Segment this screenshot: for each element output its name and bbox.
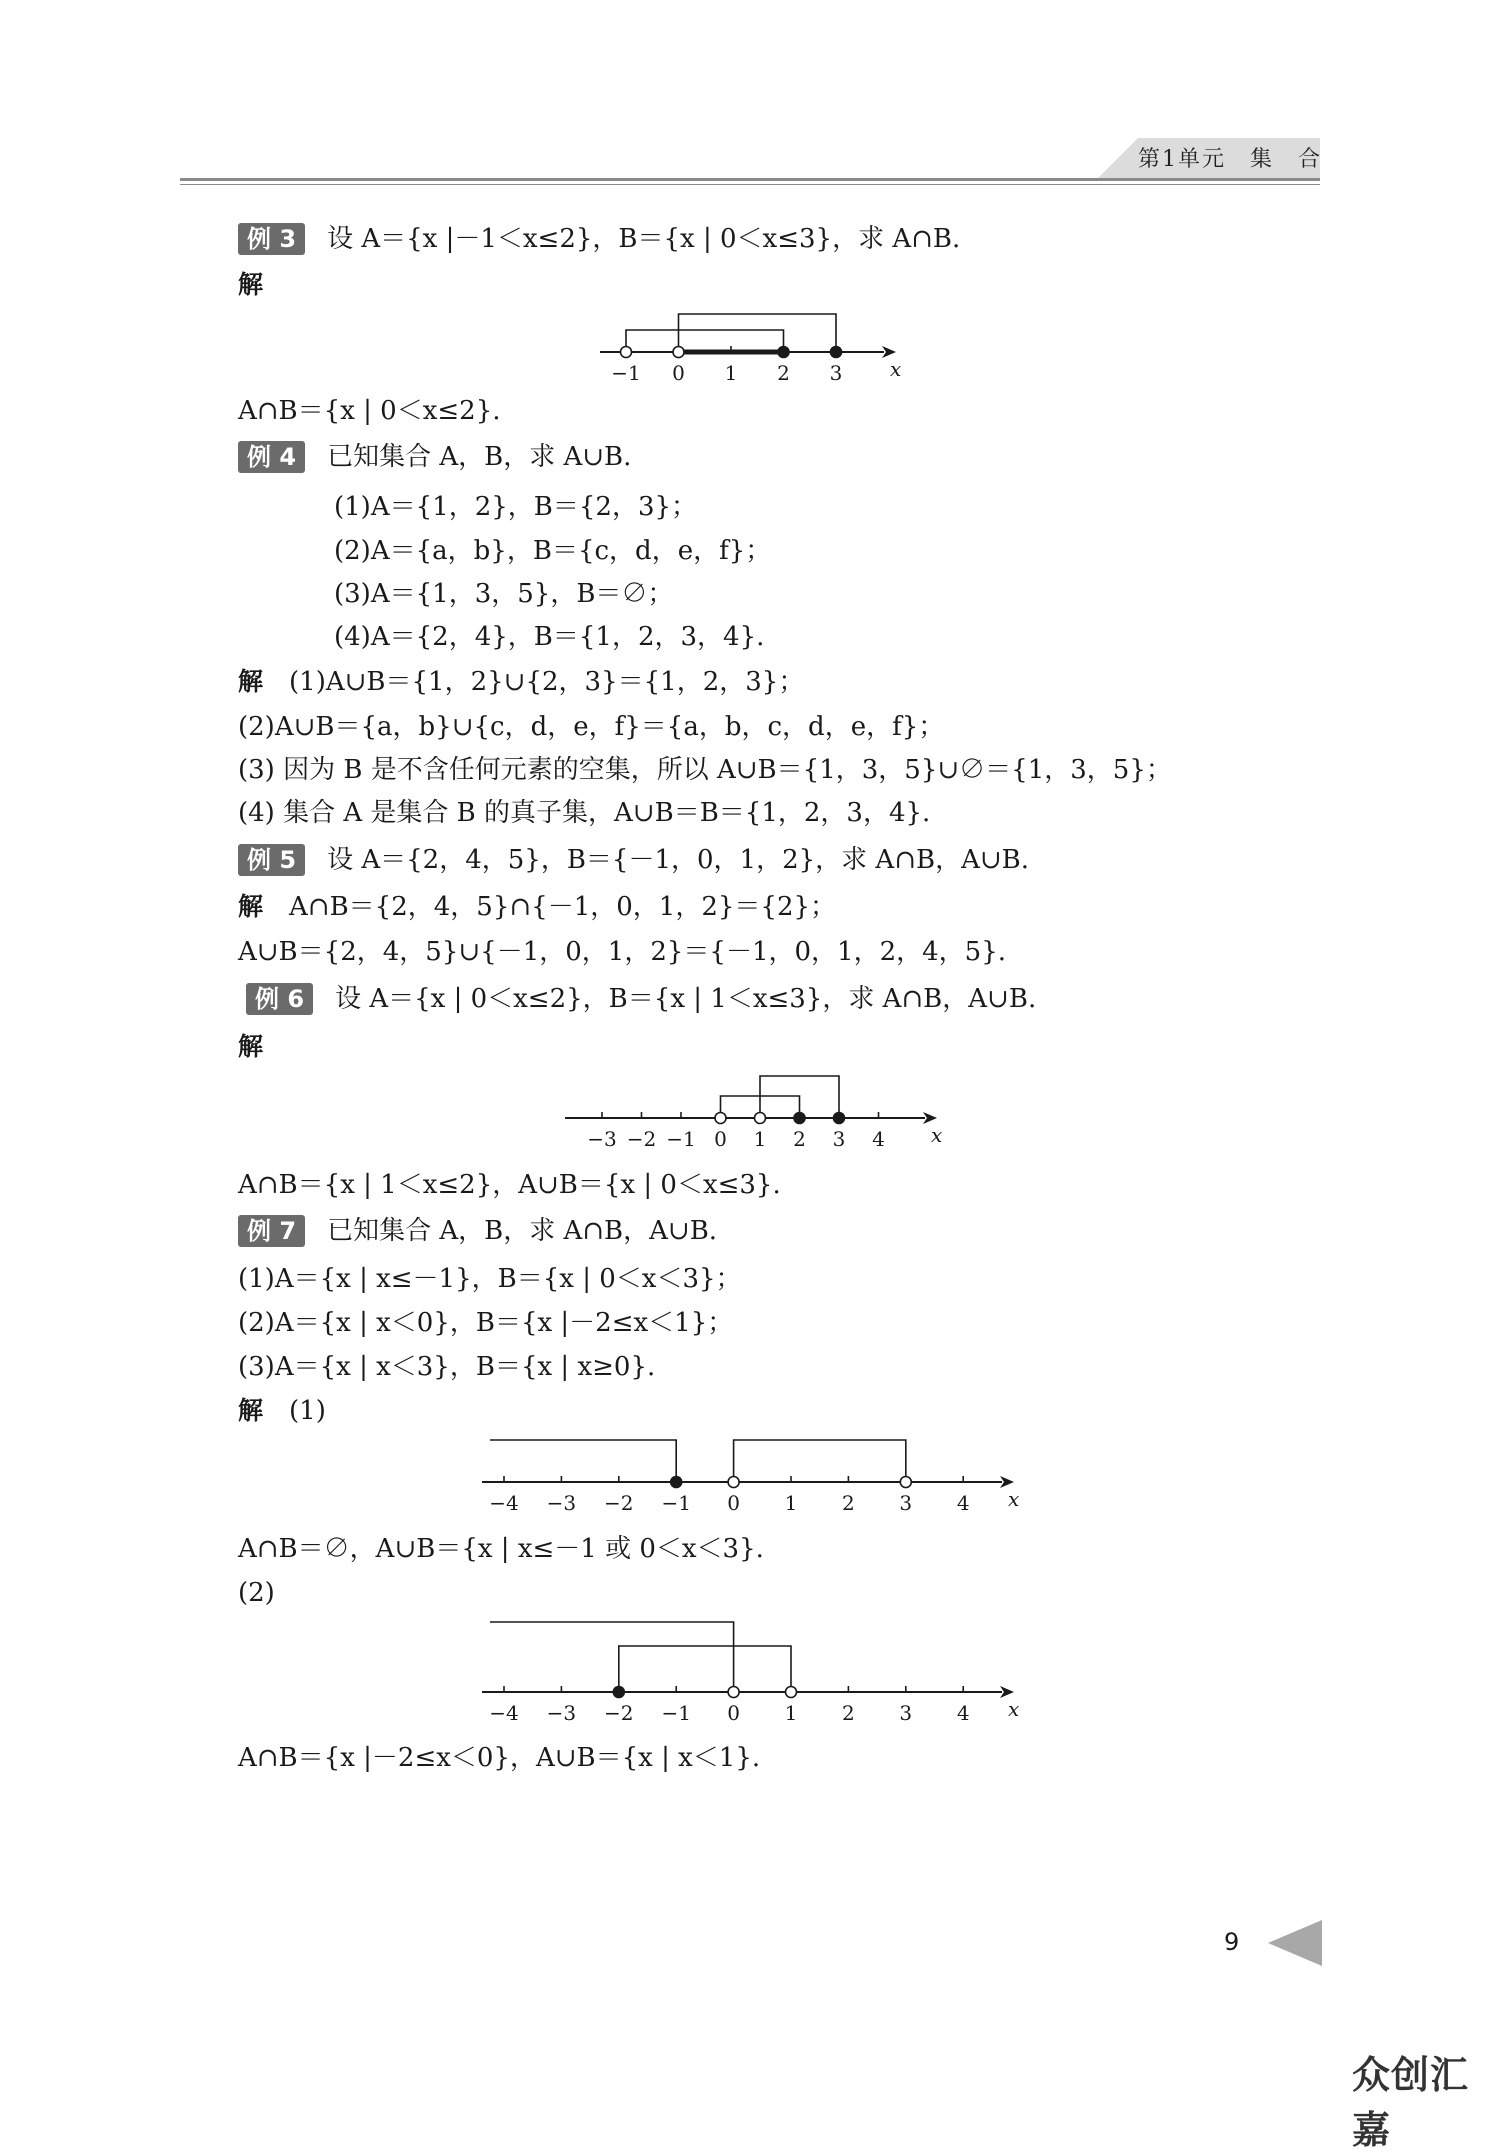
- tick-label: 1: [753, 1127, 767, 1151]
- tick-label: −1: [611, 361, 641, 385]
- closed-point: [671, 1477, 682, 1488]
- tick-label: −3: [546, 1491, 577, 1515]
- example-3-answer: A∩B＝{x | 0＜x≤2}.: [238, 396, 501, 426]
- example-7-item-2: (2)A＝{x | x＜0}，B＝{x |－2≤x＜1}；: [238, 1308, 734, 1338]
- example-6-question-text: 设 A＝{x | 0＜x≤2}，B＝{x | 1＜x≤3}，求 A∩B，A∪B.: [335, 984, 1037, 1014]
- axis-label: x: [1008, 1697, 1020, 1721]
- solution-label: 解: [238, 892, 264, 921]
- example-4-solution-1: [238, 665, 804, 699]
- solution-label: 解: [238, 1396, 264, 1425]
- tick-label: −2: [604, 1491, 634, 1515]
- example-7-item-3: (3)A＝{x | x＜3}，B＝{x | x≥0}.: [238, 1352, 656, 1382]
- example-4-question-text: 已知集合 A，B，求 A∪B.: [327, 442, 632, 472]
- tick-label: 0: [727, 1701, 740, 1725]
- tick-label: 3: [899, 1701, 913, 1725]
- tick-label: 3: [832, 1127, 846, 1151]
- example-3-question: [238, 222, 960, 256]
- watermark: 众创汇嘉: [1352, 2053, 1470, 2152]
- tick-label: 2: [777, 361, 790, 385]
- tick-label: −4: [489, 1701, 519, 1725]
- tick-label: 4: [956, 1491, 970, 1515]
- example-4-item-2: (2)A＝{a，b}，B＝{c，d，e，f}；: [334, 536, 772, 566]
- tick-label: 2: [842, 1491, 855, 1515]
- example-5-solution-1: [238, 890, 836, 924]
- example-4-solution-3: (3) 因为 B 是不含任何元素的空集，所以 A∪B＝{1，3，5}∪∅＝{1，3，5}；: [238, 755, 1172, 785]
- interval-a: [490, 1440, 676, 1482]
- example-4-solution-4: (4) 集合 A 是集合 B 的真子集，A∪B＝B＝{1，2，3，4}.: [238, 798, 931, 828]
- open-point: [755, 1113, 766, 1124]
- axis-label: x: [1008, 1487, 1020, 1511]
- open-point: [786, 1687, 797, 1698]
- example-5-question-text: 设 A＝{2，4，5}，B＝{－1，0，1，2}，求 A∩B，A∪B.: [327, 845, 1030, 875]
- example-4-solution-2: (2)A∪B＝{a，b}∪{c，d，e，f}＝{a，b，c，d，e，f}；: [238, 712, 945, 742]
- interval-b: [619, 1646, 791, 1692]
- example-6-solution-label: [238, 1030, 263, 1064]
- closed-point: [834, 1113, 845, 1124]
- tick-label: 0: [714, 1127, 727, 1151]
- number-line-ex3: [600, 310, 910, 390]
- tick-label: −1: [661, 1491, 691, 1515]
- tick-label: −2: [626, 1127, 657, 1151]
- example-7-solution-1-label: [238, 1394, 326, 1428]
- solution-label: 解: [238, 1032, 264, 1061]
- example-7-part-2-label: (2): [238, 1578, 275, 1608]
- example-6-question: [246, 982, 1036, 1016]
- tick-label: 1: [724, 361, 738, 385]
- solution-label: 解: [238, 667, 264, 696]
- example-3-question-text: 设 A＝{x |－1＜x≤2}，B＝{x | 0＜x≤3}，求 A∩B.: [327, 224, 961, 254]
- tick-label: −1: [666, 1127, 696, 1151]
- example-3-badge: 例 3: [238, 223, 305, 255]
- example-4-item-1: (1)A＝{1，2}，B＝{2，3}；: [334, 492, 698, 522]
- header-rule: [180, 178, 1320, 181]
- tick-label: 3: [829, 361, 843, 385]
- axis-label: x: [890, 357, 902, 381]
- example-3-solution-label: [238, 268, 263, 302]
- tick-label: 1: [784, 1491, 798, 1515]
- solution-label: 解: [238, 270, 264, 299]
- tick-label: 0: [672, 361, 685, 385]
- tick-label: −1: [661, 1701, 691, 1725]
- interval-b: [734, 1440, 906, 1482]
- closed-point: [613, 1687, 624, 1698]
- open-point: [728, 1687, 739, 1698]
- open-point: [621, 347, 632, 358]
- example-7-badge: 例 7: [238, 1215, 305, 1247]
- number-line-ex6: [565, 1066, 945, 1158]
- tick-label: 2: [793, 1127, 806, 1151]
- header-rule-thin: [180, 184, 1320, 185]
- closed-point: [778, 347, 789, 358]
- open-point: [673, 347, 684, 358]
- example-4-badge: 例 4: [238, 441, 305, 473]
- tick-label: −3: [546, 1701, 577, 1725]
- axis-label: x: [931, 1123, 943, 1147]
- example-7-question: [238, 1214, 717, 1248]
- tick-label: 4: [872, 1127, 885, 1151]
- interval-b: [679, 314, 837, 352]
- part-label: (1): [289, 1396, 326, 1426]
- number-line-ex7-part1: [482, 1428, 1022, 1528]
- solution-text: (1)A∪B＝{1，2}∪{2，3}＝{1，2，3}；: [289, 667, 805, 697]
- example-5-badge: 例 5: [238, 844, 305, 876]
- tick-label: 2: [842, 1701, 855, 1725]
- example-4-item-4: (4)A＝{2，4}，B＝{1，2，3，4}.: [334, 622, 765, 652]
- chapter-title: 第1单元 集 合: [1138, 147, 1322, 172]
- page-number: 9: [1224, 1928, 1240, 1956]
- solution-text: A∩B＝{2，4，5}∩{－1，0，1，2}＝{2}；: [289, 892, 837, 922]
- tick-label: 4: [956, 1701, 970, 1725]
- tick-label: 0: [727, 1491, 740, 1515]
- example-5-question: [238, 843, 1029, 877]
- page-arrow-icon: [1268, 1920, 1322, 1966]
- example-7-answer-2: A∩B＝{x |－2≤x＜0}，A∪B＝{x | x＜1}.: [238, 1743, 761, 1773]
- example-6-answer: A∩B＝{x | 1＜x≤2}，A∪B＝{x | 0＜x≤3}.: [238, 1170, 781, 1200]
- interval-a: [490, 1622, 734, 1692]
- tick-label: −3: [587, 1127, 617, 1151]
- open-point: [715, 1113, 726, 1124]
- example-7-question-text: 已知集合 A，B，求 A∩B，A∪B.: [327, 1216, 718, 1246]
- tick-label: −2: [604, 1701, 634, 1725]
- example-7-item-1: (1)A＝{x | x≤－1}，B＝{x | 0＜x＜3}；: [238, 1264, 742, 1294]
- example-6-badge: 例 6: [246, 983, 313, 1015]
- tick-label: −4: [489, 1491, 519, 1515]
- example-4-item-3: (3)A＝{1，3，5}，B＝∅；: [334, 579, 674, 609]
- interval-a: [626, 330, 784, 352]
- example-5-solution-2: A∪B＝{2，4，5}∪{－1，0，1，2}＝{－1，0，1，2，4，5}.: [238, 937, 1007, 967]
- example-4-question: [238, 440, 631, 474]
- closed-point: [794, 1113, 805, 1124]
- open-point: [900, 1477, 911, 1488]
- example-7-answer-1: A∩B＝∅，A∪B＝{x | x≤－1 或 0＜x＜3}.: [238, 1534, 764, 1564]
- tick-label: 1: [784, 1701, 798, 1725]
- open-point: [728, 1477, 739, 1488]
- tick-label: 3: [899, 1491, 913, 1515]
- closed-point: [831, 347, 842, 358]
- number-line-ex7-part2: [482, 1612, 1022, 1736]
